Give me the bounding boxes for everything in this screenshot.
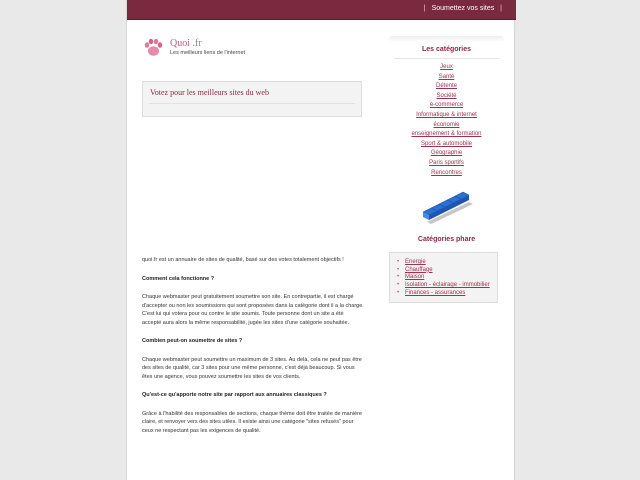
- nav-separator: |: [423, 5, 426, 12]
- featured-categories-title: Catégories phare: [417, 236, 476, 244]
- category-item: [389, 130, 504, 140]
- category-link-informatique[interactable]: Informatique & internet: [416, 111, 477, 118]
- section-heading: Combien peut-on soumettre de sites ?: [142, 338, 243, 344]
- main-content: [142, 256, 364, 445]
- category-list: [389, 63, 504, 178]
- category-link-societe[interactable]: Société: [436, 92, 457, 99]
- vote-box: [142, 81, 362, 117]
- category-link-jeux[interactable]: Jeux: [440, 64, 453, 70]
- categories-title: Les catégories: [421, 46, 472, 53]
- tagline: Les meilleurs liens de l'internet: [170, 50, 246, 56]
- featured-link-maison[interactable]: Maison: [405, 274, 425, 281]
- sidebar: [389, 36, 504, 303]
- category-item: [389, 82, 504, 92]
- category-link-ecommerce[interactable]: e-commerce: [429, 102, 464, 109]
- section-text: Grâce à l'habilité des responsables de sections, chaque thème doit être traitée de manière claire, et renvoyer vers des sites utiles. Il existe ainsi une catégorie "sites refusés" pour ceux ne respectant pas les exigences de qualité.: [142, 410, 362, 434]
- featured-link-energie[interactable]: Energie: [405, 259, 426, 266]
- category-item: [389, 92, 504, 102]
- blue-cubes-icon: [417, 186, 477, 230]
- section-text: Chaque webmaster peut gratuitement soumettre son site. En contrepartie, il est chargé d'accepter ou non les soumissions qui sont proposées dans la catégorie dont il a la charge. C'est lui qui votera pour ou contre le site soumis. Toute personne dont un site a été accepté aura alors la même responsabilité, jugée les sites d'une catégorie souhaitée.: [142, 294, 364, 326]
- featured-category-item: [396, 267, 491, 275]
- logo-title: [170, 38, 202, 49]
- category-item: [389, 159, 504, 169]
- featured-link-finances[interactable]: Finances - assurances: [405, 289, 466, 296]
- category-link-geographie[interactable]: Géographie: [430, 150, 463, 157]
- divider: [394, 58, 499, 59]
- featured-category-item: [396, 290, 491, 298]
- section-heading: Qu'est-ce qu'apporte notre site par rapport aux annuaires classiques ?: [142, 392, 327, 398]
- section-heading: Comment cela fonctionne ?: [142, 275, 215, 282]
- featured-link-isolation[interactable]: Isolation - éclairage - immobilier: [405, 281, 490, 288]
- category-link-paris-sportifs[interactable]: Paris sportifs: [429, 159, 464, 166]
- category-item: [389, 140, 504, 150]
- featured-categories-box: [389, 252, 498, 303]
- category-link-sante[interactable]: Santé: [438, 73, 455, 80]
- featured-category-item: [396, 274, 491, 282]
- category-item: [389, 101, 504, 111]
- submit-sites-link[interactable]: Soumettez vos sites: [431, 5, 495, 12]
- vote-title: Votez pour les meilleurs sites du web: [150, 88, 269, 97]
- category-link-sport[interactable]: Sport & automobile: [420, 140, 473, 147]
- page-container: [126, 0, 515, 480]
- category-item: [389, 111, 504, 121]
- featured-category-list: [396, 259, 491, 297]
- category-link-rencontres[interactable]: Rencontres: [431, 169, 462, 176]
- category-item: [389, 63, 504, 73]
- divider: [149, 103, 355, 104]
- category-link-enseignement[interactable]: enseignement & formation: [411, 131, 482, 138]
- category-item: [389, 121, 504, 131]
- logo-tld: .fr: [192, 38, 202, 49]
- category-item: [389, 149, 504, 159]
- top-nav: [420, 5, 506, 12]
- sidebar-header-bar: [389, 36, 504, 42]
- logo-brand: Quoi: [170, 38, 190, 49]
- featured-link-chauffage[interactable]: Chauffage: [405, 266, 433, 273]
- intro-text: quoi.fr est un annuaire de sites de qualité, basé sur des votes totalement objectifs !: [142, 257, 344, 263]
- nav-separator: |: [500, 5, 502, 12]
- category-item: [389, 73, 504, 83]
- category-link-detente[interactable]: Détente: [435, 83, 457, 90]
- top-bar: [127, 0, 516, 20]
- category-link-economie[interactable]: économie: [433, 121, 460, 128]
- category-item: [389, 169, 504, 179]
- section-text: Chaque webmaster peut soumettre un maximum de 3 sites. Au delà, cela ne peut pas être des sites de qualité, car 3 sites pour une même personne, c'est déjà beaucoup. Si vous êtes une agence, vous pouvez soumettre les sites de vos clients.: [142, 356, 362, 380]
- featured-category-item: [396, 259, 491, 267]
- featured-category-item: [396, 282, 491, 290]
- paw-icon: [143, 38, 163, 58]
